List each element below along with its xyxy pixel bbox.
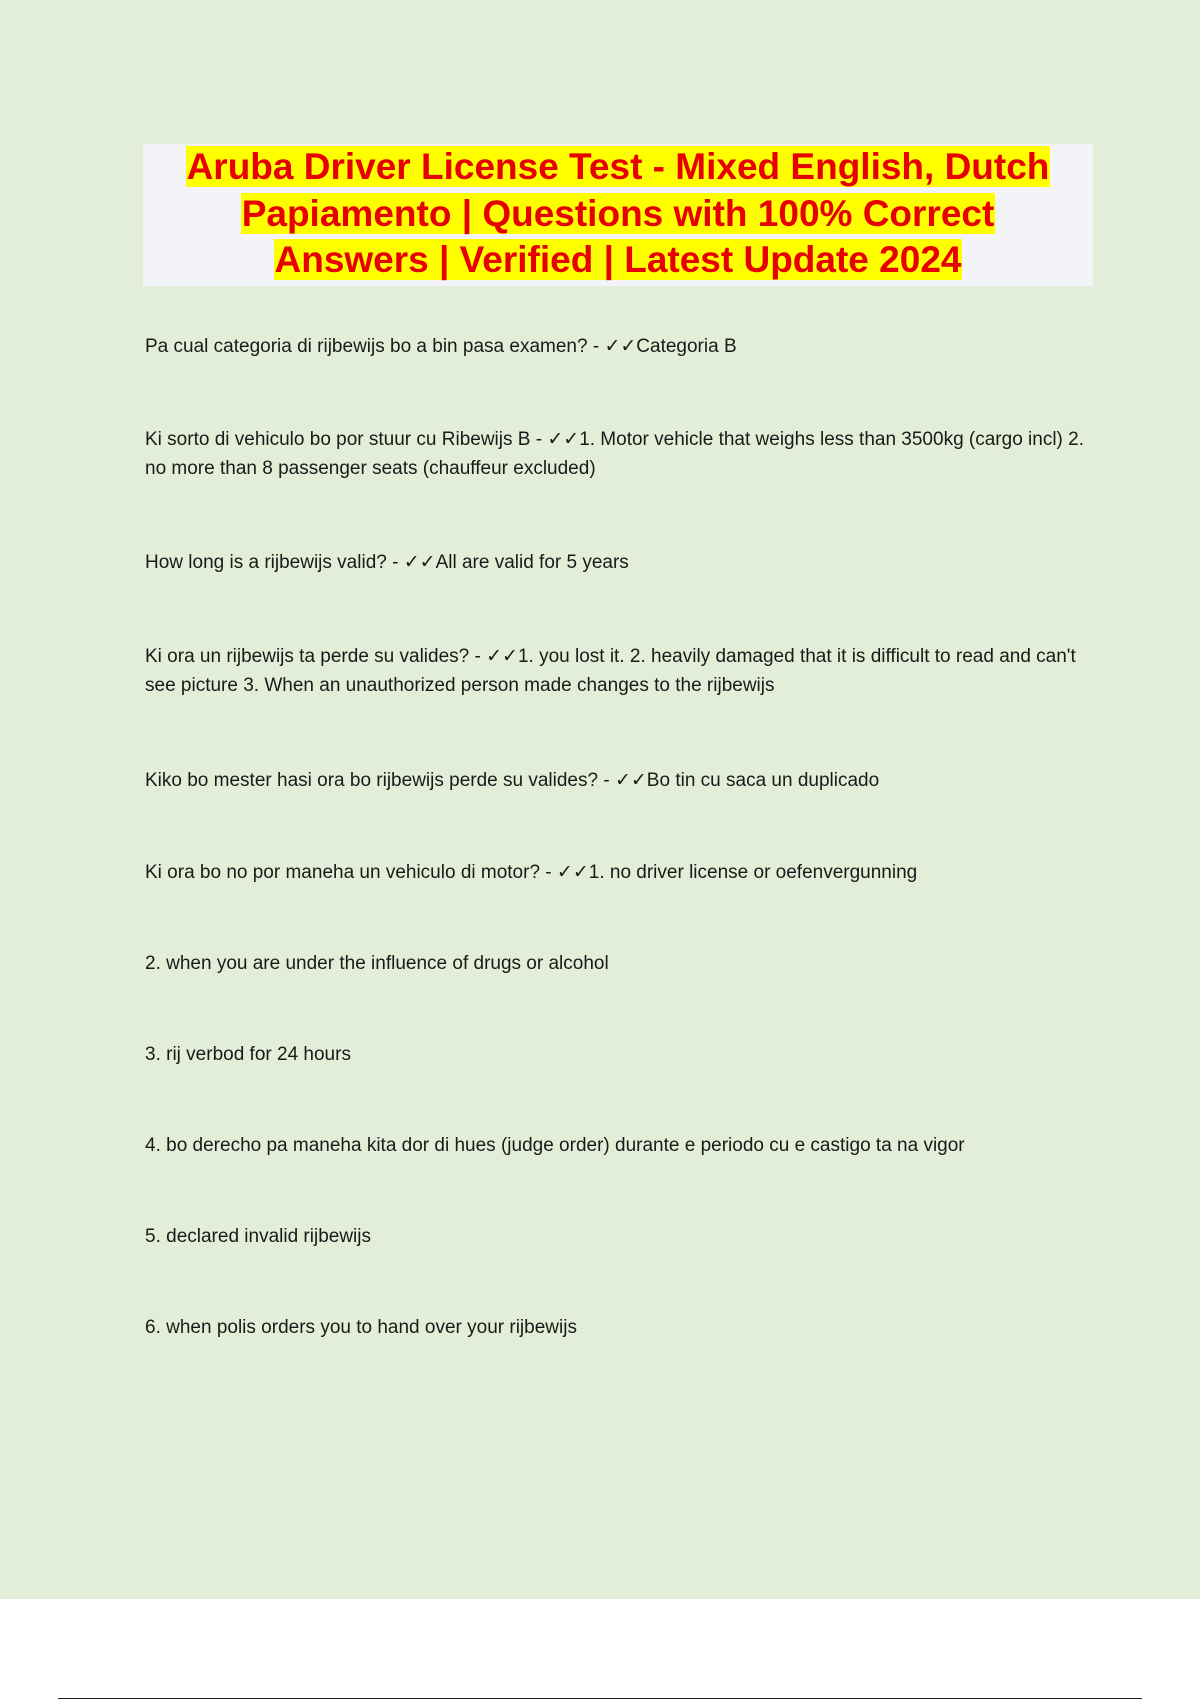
checkmark-icon: ✓✓ (403, 551, 436, 573)
question-text: Ki ora un rijbewijs ta perde su valides? - (145, 646, 487, 667)
answer-text: 1. you lost it. 2. heavily damaged that it is difficult to read and can't see picture 3. When an unauthorized person made changes to the rijbewijs (145, 646, 1076, 696)
checkmark-icon: ✓✓ (604, 335, 637, 357)
question-text: Ki ora bo no por maneha un vehiculo di motor? - (145, 862, 557, 883)
qa-item-4 (145, 642, 1090, 700)
document-title (143, 144, 1093, 286)
qa-item-6 (145, 858, 1090, 887)
question-text: Kiko bo mester hasi ora bo rijbewijs perde su valides? - (145, 770, 615, 791)
answer-text: 1. Motor vehicle that weighs less than 3500kg (cargo incl) 2. no more than 8 passenger seats (chauffeur excluded) (145, 429, 1085, 479)
answer-text: 1. no driver license or oefenvergunning (588, 862, 918, 883)
checkmark-icon: ✓✓ (614, 769, 647, 791)
answer-text: Categoria B (636, 336, 737, 357)
answer-text: Bo tin cu saca un duplicado (646, 770, 880, 791)
footer-divider (58, 1698, 1142, 1699)
answer-text: All are valid for 5 years (435, 552, 629, 573)
list-item: 2. when you are under the influence of drugs or alcohol (145, 953, 609, 974)
title-line-1: Aruba Driver License Test - Mixed English, Dutch (186, 146, 1050, 187)
qa-item-1 (145, 332, 1090, 361)
qa-item-2 (145, 425, 1090, 483)
question-text: Ki sorto di vehiculo bo por stuur cu Ribewijs B - (145, 429, 548, 450)
list-item: 4. bo derecho pa maneha kita dor di hues (judge order) durante e periodo cu e castigo ta na vigor (145, 1135, 965, 1156)
title-line-2: Papiamento | Questions with 100% Correct (241, 192, 995, 234)
question-text: How long is a rijbewijs valid? - (145, 552, 404, 573)
list-item: 5. declared invalid rijbewijs (145, 1226, 371, 1247)
title-line-3: Answers | Verified | Latest Update 2024 (274, 239, 962, 280)
checkmark-icon: ✓✓ (486, 645, 518, 667)
checkmark-icon: ✓✓ (547, 428, 580, 450)
question-text: Pa cual categoria di rijbewijs bo a bin pasa examen? - (145, 336, 605, 357)
list-item: 6. when polis orders you to hand over your rijbewijs (145, 1317, 577, 1338)
qa-item-3 (145, 548, 1090, 577)
checkmark-icon: ✓✓ (556, 861, 589, 883)
list-item: 3. rij verbod for 24 hours (145, 1044, 351, 1065)
qa-item-5 (145, 766, 1090, 795)
